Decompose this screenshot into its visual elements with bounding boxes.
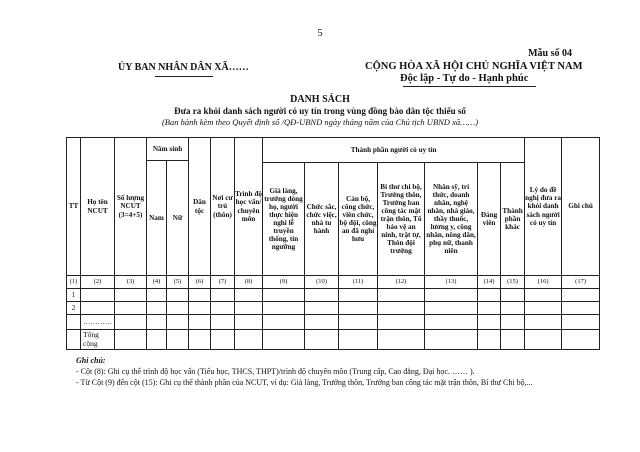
row-tt: 1	[67, 289, 81, 302]
col-num: (12)	[378, 276, 425, 289]
col-num: (11)	[339, 276, 378, 289]
left-header-underline	[155, 76, 213, 77]
col-num: (6)	[189, 276, 211, 289]
header-tt: TT	[67, 138, 81, 276]
national-title: CỘNG HÒA XÃ HỘI CHỦ NGHĨA VIỆT NAM	[365, 61, 583, 72]
header-c15: Thành phần khác	[501, 163, 525, 276]
row-tt	[67, 315, 81, 330]
col-num: (4)	[147, 276, 167, 289]
table-row	[67, 289, 600, 302]
header-c13: Nhân sỹ, trí thức, doanh nhân, nghệ nhân, nhà giáo, thầy thuốc, lương y, công nhân, nông dân, phụ nữ, thanh niên	[425, 163, 478, 276]
list-table	[66, 137, 600, 350]
header-c14: Đảng viên	[478, 163, 501, 276]
col-num: (9)	[263, 276, 305, 289]
motto-underline	[403, 86, 536, 87]
header-c10: Chức sắc, chức việc, nhà tu hành	[305, 163, 339, 276]
document-title: DANH SÁCH	[290, 94, 350, 105]
header-notes: Ghi chú	[562, 138, 600, 276]
col-num: (1)	[67, 276, 81, 289]
col-num: (15)	[501, 276, 525, 289]
col-num: (2)	[81, 276, 115, 289]
notes-section	[76, 355, 636, 388]
header-c9: Già làng, trưởng dòng họ, người thực hiện nghi lễ truyền thống, tín ngưỡng	[263, 163, 305, 276]
col-num: (3)	[115, 276, 147, 289]
col-num: (7)	[211, 276, 235, 289]
header-ethnicity: Dân tộc	[189, 138, 211, 276]
header-count: Số lượng NCUT (3=4+5)	[115, 138, 147, 276]
header-female: Nữ	[167, 161, 189, 276]
header-c12: Bí thư chi bộ, Trưởng thôn, Trưởng ban công tác mặt trận thôn, Tổ bảo vệ an ninh, trật tự, Thôn đội trưởng	[378, 163, 425, 276]
col-num: (16)	[525, 276, 562, 289]
total-label: Tổng cộng	[81, 330, 115, 350]
national-motto: Độc lập - Tự do - Hạnh phúc	[400, 73, 529, 84]
header-birth-year: Năm sinh	[147, 138, 189, 161]
header-c11: Cán bộ, công chức, viên chức, bộ đội, công an đã nghỉ hưu	[339, 163, 378, 276]
col-num: (10)	[305, 276, 339, 289]
note-line: - Cột (8): Ghi cụ thể trình độ học vấn (Tiểu học, THCS, THPT)/trình độ chuyên môn (Trung cấp, Cao đẳng, Đại học. …… ).	[76, 367, 475, 376]
left-header: ỦY BAN NHÂN DÂN XÃ……	[118, 62, 249, 73]
col-num: (17)	[562, 276, 600, 289]
header-reason: Lý do đề nghị đưa ra khỏi danh sách người có uy tín	[525, 138, 562, 276]
table-row	[67, 315, 600, 330]
row-name: …………	[81, 315, 115, 330]
issued-by-line: (Ban hành kèm theo Quyết định số /QĐ-UBND ngày tháng năm của Chủ tịch UBND xã……)	[161, 117, 479, 127]
form-number: Mẫu số 04	[528, 48, 572, 59]
page-number: 5	[317, 28, 323, 39]
header-name: Họ tên NCUT	[81, 138, 115, 276]
table-row	[67, 302, 600, 315]
document-subtitle: Đưa ra khỏi danh sách người có uy tín trong vùng đồng bào dân tộc thiểu số	[174, 106, 466, 116]
col-num: (5)	[167, 276, 189, 289]
header-component-group: Thành phần người có uy tín	[263, 138, 525, 163]
header-education: Trình độ học vấn/ chuyên môn	[235, 138, 263, 276]
column-number-row	[67, 276, 600, 289]
note-line: - Từ Cột (9) đến cột (15): Ghi cụ thể thành phần của NCUT, ví dụ: Già làng, Trưởng thôn, Trưởng ban công tác mặt trận thôn, Bí thư Chi bộ,...	[76, 378, 533, 387]
notes-title: Ghi chú:	[76, 356, 106, 365]
row-tt: 2	[67, 302, 81, 315]
col-num: (8)	[235, 276, 263, 289]
col-num: (13)	[425, 276, 478, 289]
header-male: Nam	[147, 161, 167, 276]
total-row	[67, 330, 600, 350]
header-residence: Nơi cư trú (thôn)	[211, 138, 235, 276]
col-num: (14)	[478, 276, 501, 289]
